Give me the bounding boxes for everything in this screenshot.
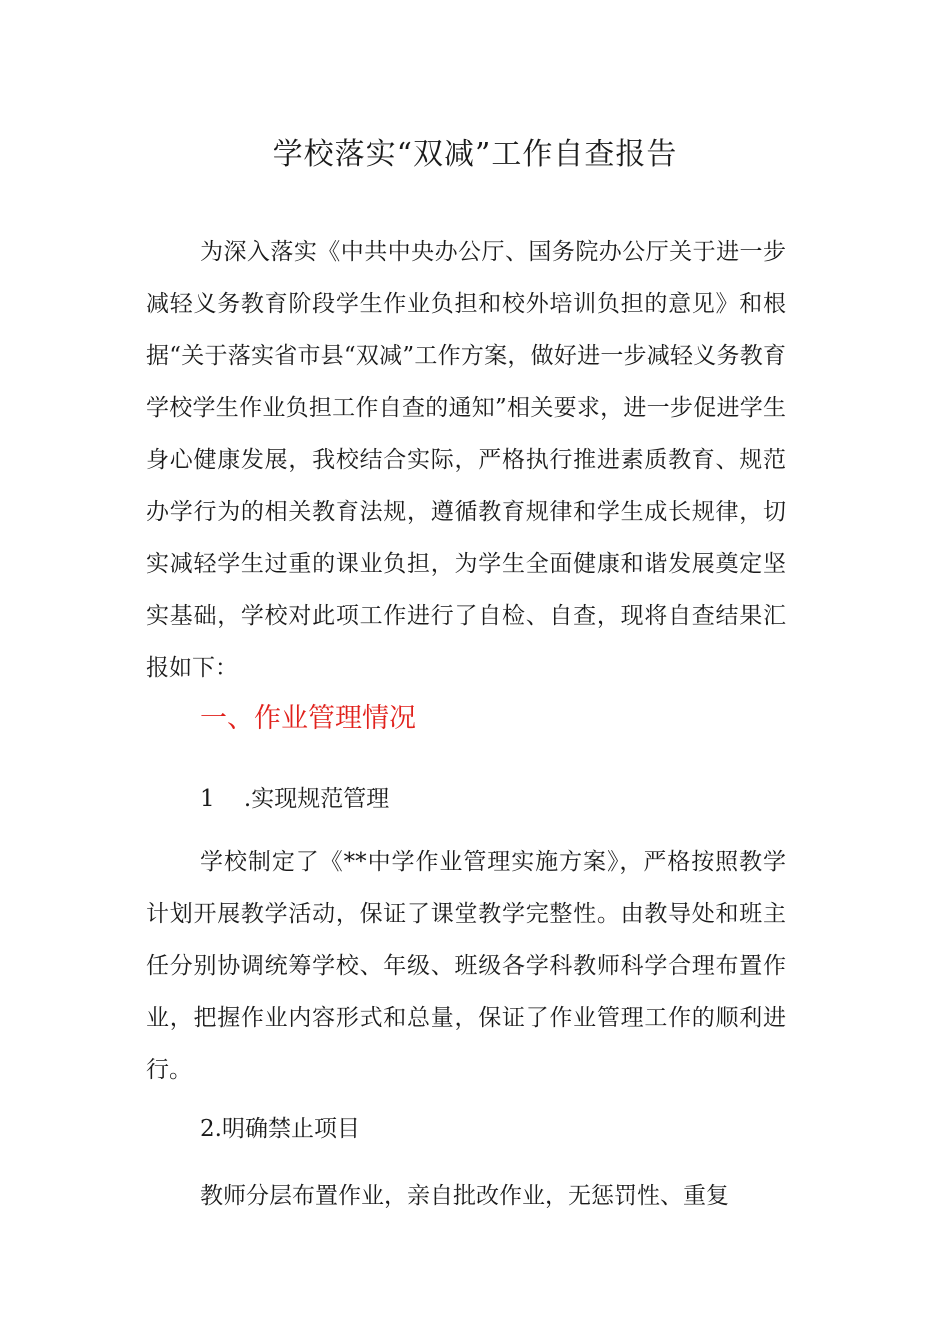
paragraph-standard-management: 学校制定了《**中学作业管理实施方案》，严格按照教学计划开展教学活动，保证了课堂教学完整性。由教导处和班主任分别协调统筹学校、年级、班级各学科教师科学合理布置作业，把握作业内容形式和总量，保证了作业管理工作的顺利进行。 <box>146 849 786 1083</box>
paragraph-prohibited-items: 教师分层布置作业，亲自批改作业，无惩罚性、重复 <box>200 1183 729 1209</box>
subheading-prohibited-items: 2.明确禁止项目 <box>200 1116 360 1142</box>
section-heading-homework-management: 一、作业管理情况 <box>200 703 416 734</box>
intro-paragraph: 为深入落实《中共中央办公厅、国务院办公厅关于进一步减轻义务教育阶段学生作业负担和校外培训负担的意见》和根据“关于落实省市县“双减”工作方案，做好进一步减轻义务教育学校学生作业负担工作自查的通知”相关要求，进一步促进学生身心健康发展，我校结合实际，严格执行推进素质教育、规范办学行为的相关教育法规，遵循教育规律和学生成长规律，切实减轻学生过重的课业负担，为学生全面健康和谐发展奠定坚实基础，学校对此项工作进行了自检、自查，现将自查结果汇报如下： <box>146 239 786 681</box>
document-title: 学校落实“双减”工作自查报告 <box>272 137 678 172</box>
subheading-standard-management: 1 .实现规范管理 <box>200 786 390 812</box>
